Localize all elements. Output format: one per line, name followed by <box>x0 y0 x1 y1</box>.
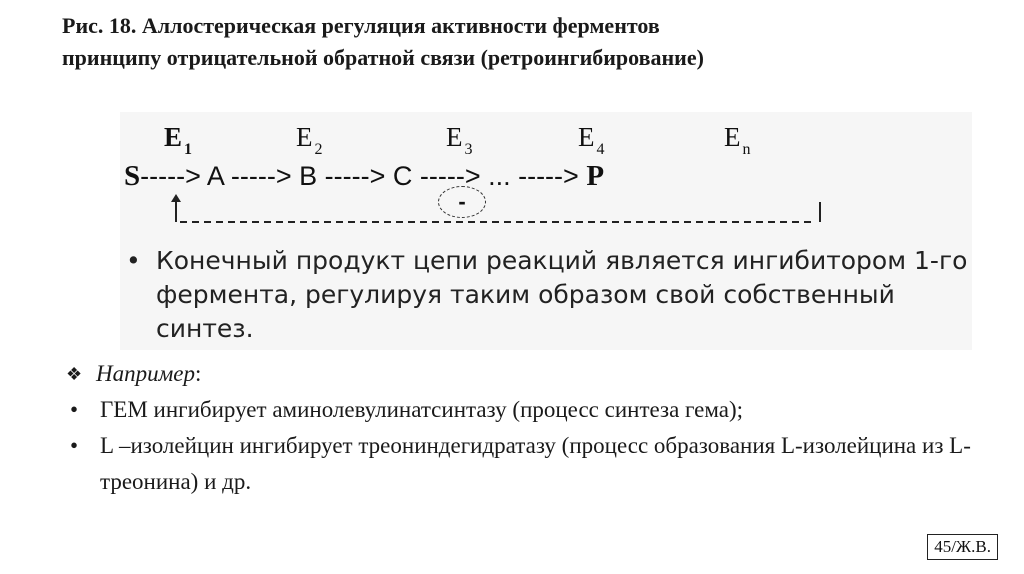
example-1-text: ГЕМ ингибирует аминолевулинатсинтазу (процесс синтеза гема); <box>100 397 744 422</box>
examples-list <box>66 356 986 500</box>
feedback-line <box>120 112 972 242</box>
enzyme-en: $E_n$ <box>724 122 752 158</box>
chain-steps: -----> A -----> B -----> C -----> ... -----> <box>140 161 579 191</box>
product-p: P <box>586 160 605 192</box>
title-line-2: принципу отрицательной обратной связи (ретроингибирование) <box>62 45 704 70</box>
bullet-dot: • <box>70 433 79 458</box>
bullet-dot: • <box>126 246 141 275</box>
examples-colon: : <box>195 361 202 386</box>
example-2-text: L –изолейцин ингибирует треониндегидратазу (процесс образования L-изолейцина из L-треонина) и др. <box>100 433 971 494</box>
list-item <box>66 428 986 500</box>
diagram-bullet-text: Конечный продукт цепи реакций является ингибитором 1-го фермента, регулируя таким образом свой собственный синтез. <box>156 246 968 343</box>
enzyme-e2: $E_2$ <box>296 122 324 158</box>
slide-title <box>62 10 962 74</box>
page-label: 45/Ж.В. <box>927 534 998 560</box>
list-item <box>66 392 986 428</box>
diamond-bullet-icon: ❖ <box>66 364 83 384</box>
enzyme-e3: $E_3$ <box>446 122 474 158</box>
substrate-s: S <box>124 160 141 192</box>
feedback-diagram <box>120 112 972 350</box>
enzyme-e1: $E_1$ <box>164 122 194 158</box>
enzyme-e4: $E_4$ <box>578 122 606 158</box>
inhibition-minus: - <box>438 186 486 218</box>
diagram-bullet <box>122 244 972 346</box>
title-line-1: Рис. 18. Аллостерическая регуляция активности ферментов <box>62 13 660 38</box>
examples-heading <box>66 356 986 392</box>
feedback-arrowhead <box>171 194 181 202</box>
examples-label: Например <box>96 361 195 386</box>
bullet-dot: • <box>70 397 79 422</box>
